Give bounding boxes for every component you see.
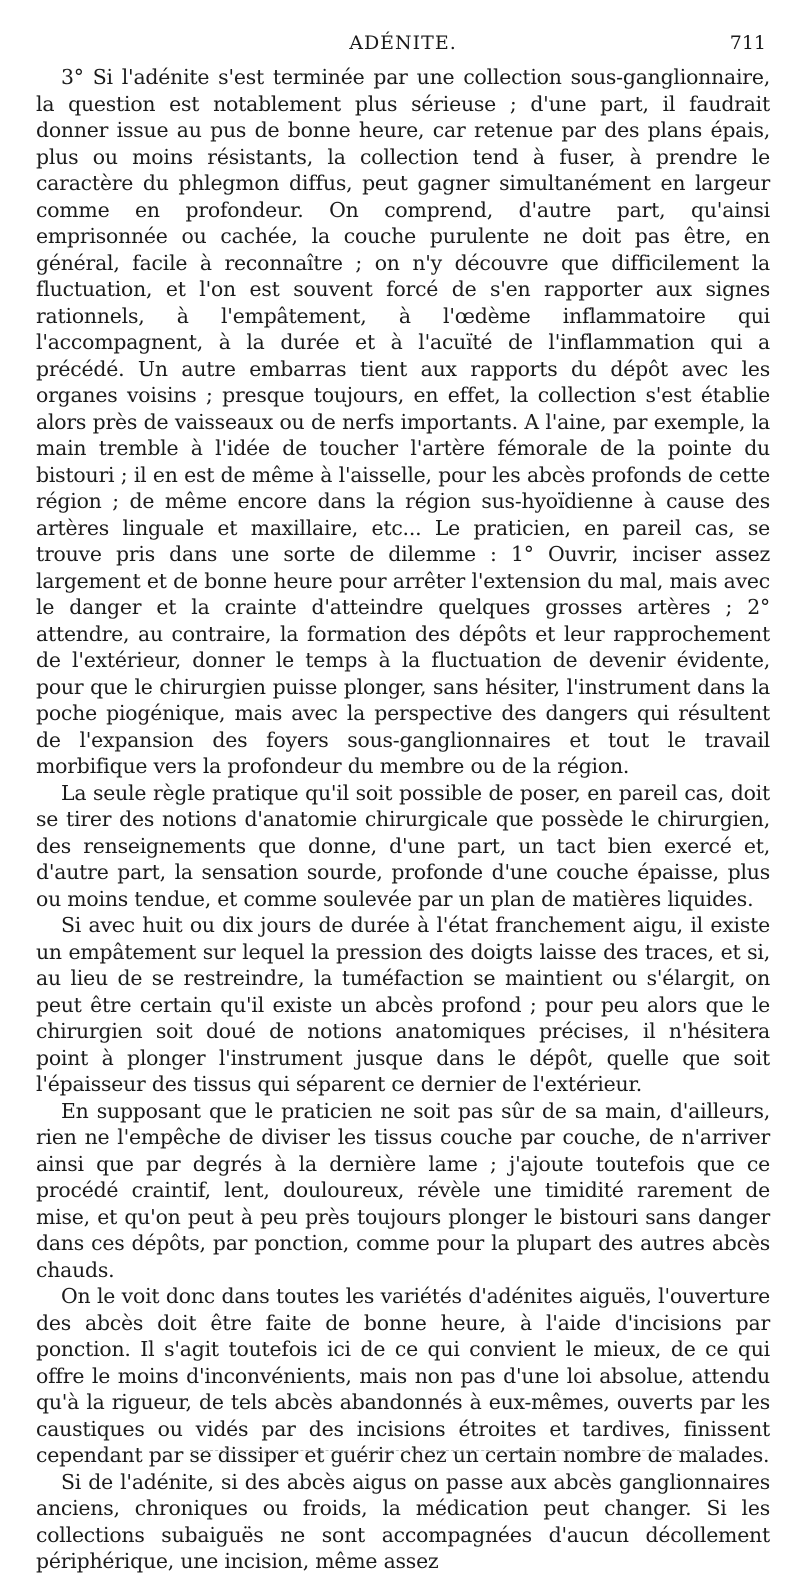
footer-rule [190, 1450, 710, 1451]
page-number: 711 [729, 32, 766, 54]
paragraph-couche-par-couche: En supposant que le praticien ne soit pas sûr de sa main, d'ailleurs, rien ne l'empêche de diviser les tissus couche par couche, de n'arriver ainsi que par degrés à la dernière lame ; j'ajoute toutefois que ce procédé craintif, lent, douloureux, révèle une timidité rarement de mise, et qu'on peut à peu près toujours plonger le bistouri sans danger dans ces dépôts, par ponction, comme pour la plupart des autres abcès chauds. [36, 1098, 770, 1282]
paragraph-regle-pratique: La seule règle pratique qu'il soit possible de poser, en pareil cas, doit se tirer des notions d'anatomie chirurgicale que possède le chirurgien, des renseignements que donne, d'une part, un tact bien exercé et, d'autre part, la sensation sourde, profonde d'une couche épaisse, plus ou moins tendue, et comme soulevée par un plan de matières liquides. [36, 780, 770, 911]
paragraph-adenites-aigues: On le voit donc dans toutes les variétés d'adénites aiguës, l'ouverture des abcès doit être faite de bonne heure, à l'aide d'incisions par ponction. Il s'agit toutefois ici de ce qui convient le mieux, de ce qui offre le moins d'inconvénients, mais non pas d'une loi absolue, attendu qu'à la rigueur, de tels abcès abandonnés à eux-mêmes, ouverts par les caustiques ou vidés par des incisions étroites et tardives, finissent cependant par se dissiper et guérir chez un certain nombre de malades. [36, 1284, 770, 1467]
body-text [36, 64, 770, 1575]
running-title: ADÉNITE. [349, 32, 457, 54]
running-head [36, 30, 770, 64]
paragraph-sous-ganglionnaire: 3° Si l'adénite s'est terminée par une collection sous-ganglionnaire, la question est notablement plus sérieuse ; d'une part, il faudrait donner issue au pus de bonne heure, car retenue par des plans épais, plus ou moins résistants, la collection tend à fuser, à prendre le caractère du phlegmon diffus, peut gagner simultanément en largeur comme en profondeur. On comprend, d'autre part, qu'ainsi emprisonnée ou cachée, la couche purulente ne doit pas être, en général, facile à reconnaître ; on n'y découvre que difficilement la fluctuation, et l'on est souvent forcé de s'en rapporter aux signes rationnels, à l'empâtement, à l'œdème inflammatoire qui l'accompagnent, à la durée et à l'acuïté de l'inflammation qui a précédé. Un autre embarras tient aux rapports du dépôt avec les organes voisins ; presque toujours, en effet, la collection s'est établie alors près de vaisseaux ou de nerfs importants. A l'aine, par exemple, la main tremble à l'idée de toucher l'artère fémorale de la pointe du bistouri ; il en est de même à l'aisselle, pour les abcès profonds de cette région ; de même encore dans la région sus-hyoïdienne à cause des artères linguale et maxillaire, etc... Le praticien, en pareil cas, se trouve pris dans une sorte de dilemme : 1° Ouvrir, inciser assez largement et de bonne heure pour arrêter l'extension du mal, mais avec le danger et la crainte d'atteindre quelques grosses artères ; 2° attendre, au contraire, la formation des dépôts et leur rapprochement de l'extérieur, donner le temps à la fluctuation de devenir évidente, pour que le chirurgien puisse plonger, sans hésiter, l'instrument dans la poche piogénique, mais avec la perspective des dangers qui résultent de l'expansion des foyers sous-ganglionnaires et tout le travail morbifique vers la profondeur du membre ou de la région. [36, 65, 770, 778]
paragraph-abces-froids: Si de l'adénite, si des abcès aigus on passe aux abcès ganglionnaires anciens, chroniques ou froids, la médication peut changer. Si les collections subaiguës ne sont accompagnées d'aucun décollement périphérique, une incision, même assez [36, 1469, 770, 1573]
paragraph-empatement: Si avec huit ou dix jours de durée à l'état franchement aigu, il existe un empâtement sur lequel la pression des doigts laisse des traces, et si, au lieu de se restreindre, la tuméfaction se maintient ou s'élargit, on peut être certain qu'il existe un abcès profond ; pour peu alors que le chirurgien soit doué de notions anatomiques précises, il n'hésitera point à plonger l'instrument jusque dans le dépôt, quelle que soit l'épaisseur des tissus qui séparent ce dernier de l'extérieur. [36, 913, 770, 1096]
